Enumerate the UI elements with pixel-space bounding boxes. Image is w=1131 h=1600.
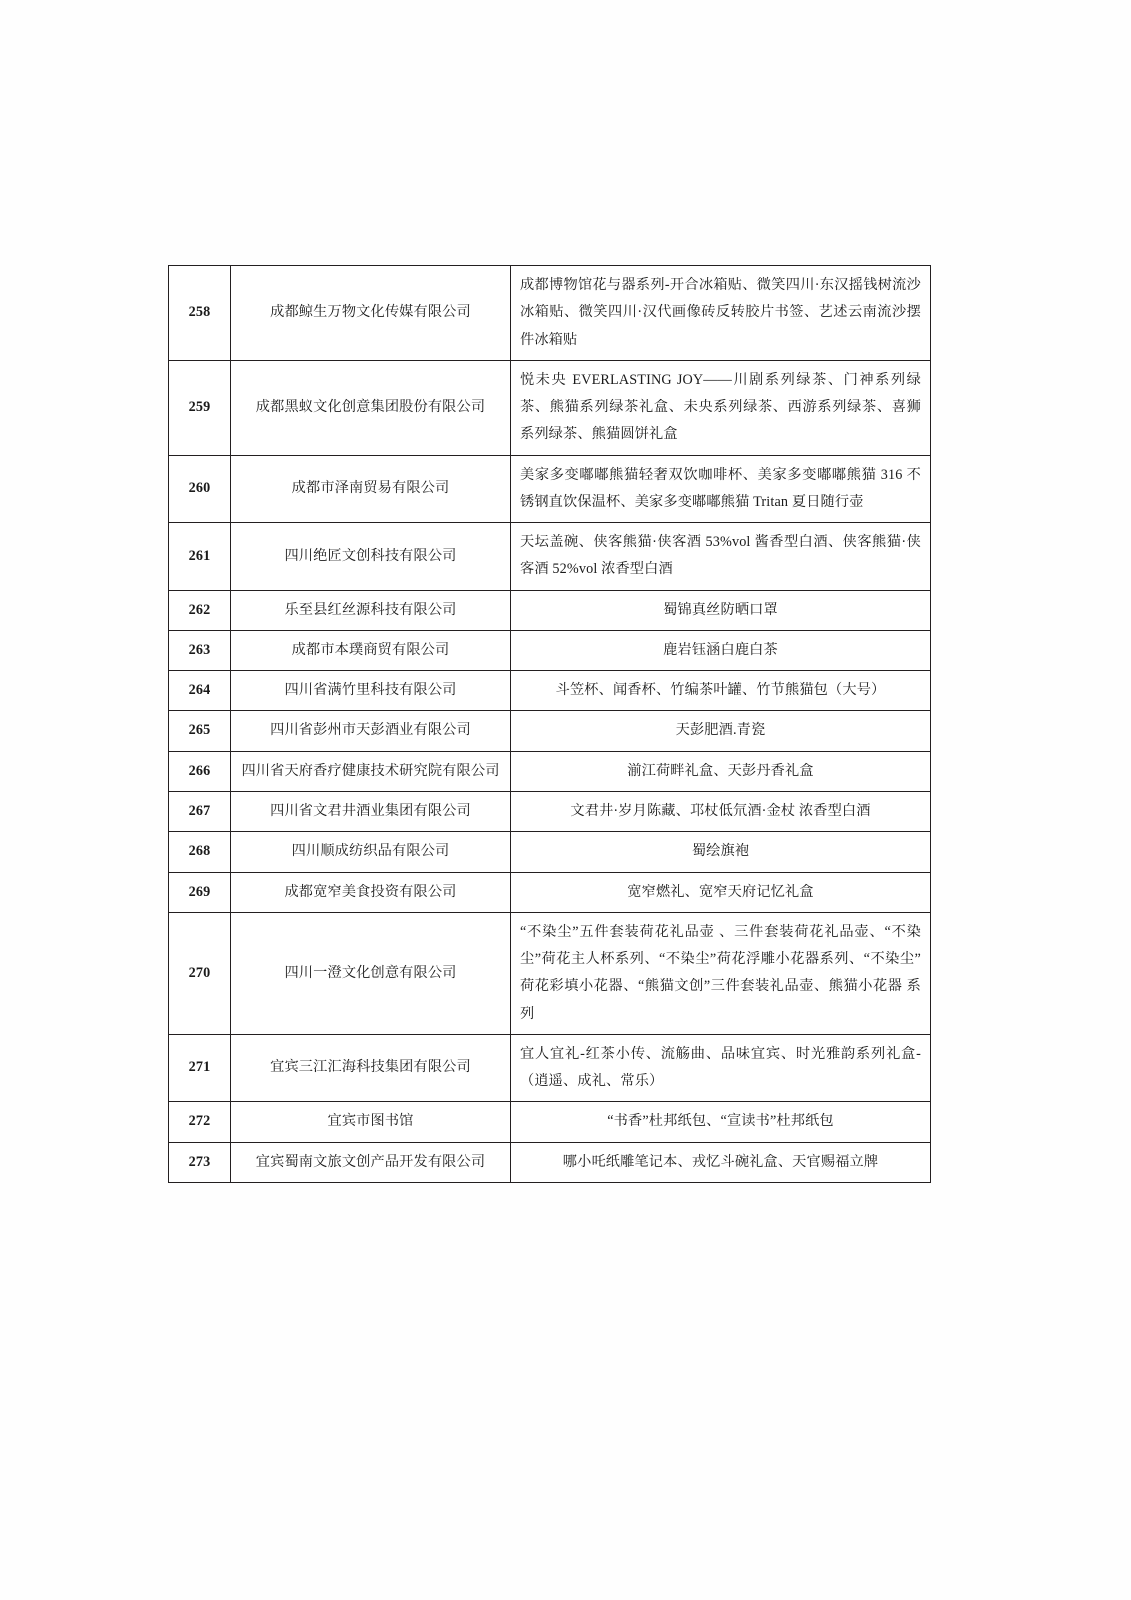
product-names-cell: 文君井·岁月陈藏、邛杖低氘酒·金杖 浓香型白酒 [511,791,931,831]
row-index-cell: 265 [169,711,231,751]
table-row [169,523,931,591]
table-row [169,1102,931,1142]
company-name-cell: 宜宾市图书馆 [231,1102,511,1142]
product-names-cell: 悦未央 EVERLASTING JOY——川剧系列绿茶、门神系列绿茶、熊猫系列绿茶礼盒、未央系列绿茶、西游系列绿茶、喜狮系列绿茶、熊猫圆饼礼盒 [511,360,931,455]
table-row [169,912,931,1034]
company-name-cell: 宜宾三江汇海科技集团有限公司 [231,1034,511,1102]
row-index-cell: 264 [169,671,231,711]
company-name-cell: 四川顺成纺织品有限公司 [231,832,511,872]
product-names-cell: 美家多变嘟嘟熊猫轻奢双饮咖啡杯、美家多变嘟嘟熊猫 316 不锈钢直饮保温杯、美家多变嘟嘟熊猫 Tritan 夏日随行壶 [511,455,931,523]
table-row [169,671,931,711]
product-names-cell: “不染尘”五件套装荷花礼品壶 、三件套装荷花礼品壶、“不染尘”荷花主人杯系列、“不染尘”荷花浮雕小花器系列、“不染尘”荷花彩填小花器、“熊猫文创”三件套装礼品壶、熊猫小花器 系列 [511,912,931,1034]
table-row [169,455,931,523]
table-row [169,1034,931,1102]
product-names-cell: 蜀绘旗袍 [511,832,931,872]
product-names-cell: 鹿岩钰涵白鹿白茶 [511,630,931,670]
company-name-cell: 四川省彭州市天彭酒业有限公司 [231,711,511,751]
product-names-cell: 哪小吒纸雕笔记本、戎忆斗碗礼盒、天官赐福立牌 [511,1142,931,1182]
listing-table [168,265,931,1183]
product-names-cell: 宽窄燃礼、宽窄天府记忆礼盒 [511,872,931,912]
product-names-cell: 成都博物馆花与器系列-开合冰箱贴、微笑四川·东汉摇钱树流沙冰箱贴、微笑四川·汉代画像砖反转胶片书签、艺述云南流沙摆件冰箱贴 [511,266,931,361]
row-index-cell: 269 [169,872,231,912]
table-row [169,630,931,670]
table-row [169,751,931,791]
row-index-cell: 259 [169,360,231,455]
company-name-cell: 乐至县红丝源科技有限公司 [231,590,511,630]
company-name-cell: 成都市本璞商贸有限公司 [231,630,511,670]
table-row [169,872,931,912]
company-name-cell: 成都鲸生万物文化传媒有限公司 [231,266,511,361]
company-name-cell: 四川绝匠文创科技有限公司 [231,523,511,591]
row-index-cell: 266 [169,751,231,791]
listing-table-body [169,266,931,1183]
row-index-cell: 261 [169,523,231,591]
company-name-cell: 成都黑蚁文化创意集团股份有限公司 [231,360,511,455]
product-names-cell: 蜀锦真丝防晒口罩 [511,590,931,630]
product-names-cell: 天坛盖碗、侠客熊猫·侠客酒 53%vol 酱香型白酒、侠客熊猫·侠客酒 52%vol 浓香型白酒 [511,523,931,591]
table-row [169,266,931,361]
table-row [169,360,931,455]
company-name-cell: 四川省天府香疗健康技术研究院有限公司 [231,751,511,791]
row-index-cell: 268 [169,832,231,872]
table-row [169,832,931,872]
product-names-cell: 湔江荷畔礼盒、天彭丹香礼盒 [511,751,931,791]
listing-table-container [168,265,930,1183]
company-name-cell: 成都市泽南贸易有限公司 [231,455,511,523]
table-row [169,590,931,630]
row-index-cell: 271 [169,1034,231,1102]
company-name-cell: 宜宾蜀南文旅文创产品开发有限公司 [231,1142,511,1182]
table-row [169,711,931,751]
row-index-cell: 258 [169,266,231,361]
product-names-cell: 斗笠杯、闻香杯、竹编茶叶罐、竹节熊猫包（大号） [511,671,931,711]
company-name-cell: 四川一澄文化创意有限公司 [231,912,511,1034]
row-index-cell: 273 [169,1142,231,1182]
row-index-cell: 267 [169,791,231,831]
row-index-cell: 272 [169,1102,231,1142]
row-index-cell: 260 [169,455,231,523]
product-names-cell: 宜人宜礼-红茶小传、流觞曲、品味宜宾、时光雅韵系列礼盒-（逍遥、成礼、常乐） [511,1034,931,1102]
row-index-cell: 263 [169,630,231,670]
product-names-cell: 天彭肥酒.青瓷 [511,711,931,751]
table-row [169,1142,931,1182]
product-names-cell: “书香”杜邦纸包、“宣读书”杜邦纸包 [511,1102,931,1142]
table-row [169,791,931,831]
company-name-cell: 成都宽窄美食投资有限公司 [231,872,511,912]
company-name-cell: 四川省满竹里科技有限公司 [231,671,511,711]
row-index-cell: 262 [169,590,231,630]
row-index-cell: 270 [169,912,231,1034]
company-name-cell: 四川省文君井酒业集团有限公司 [231,791,511,831]
